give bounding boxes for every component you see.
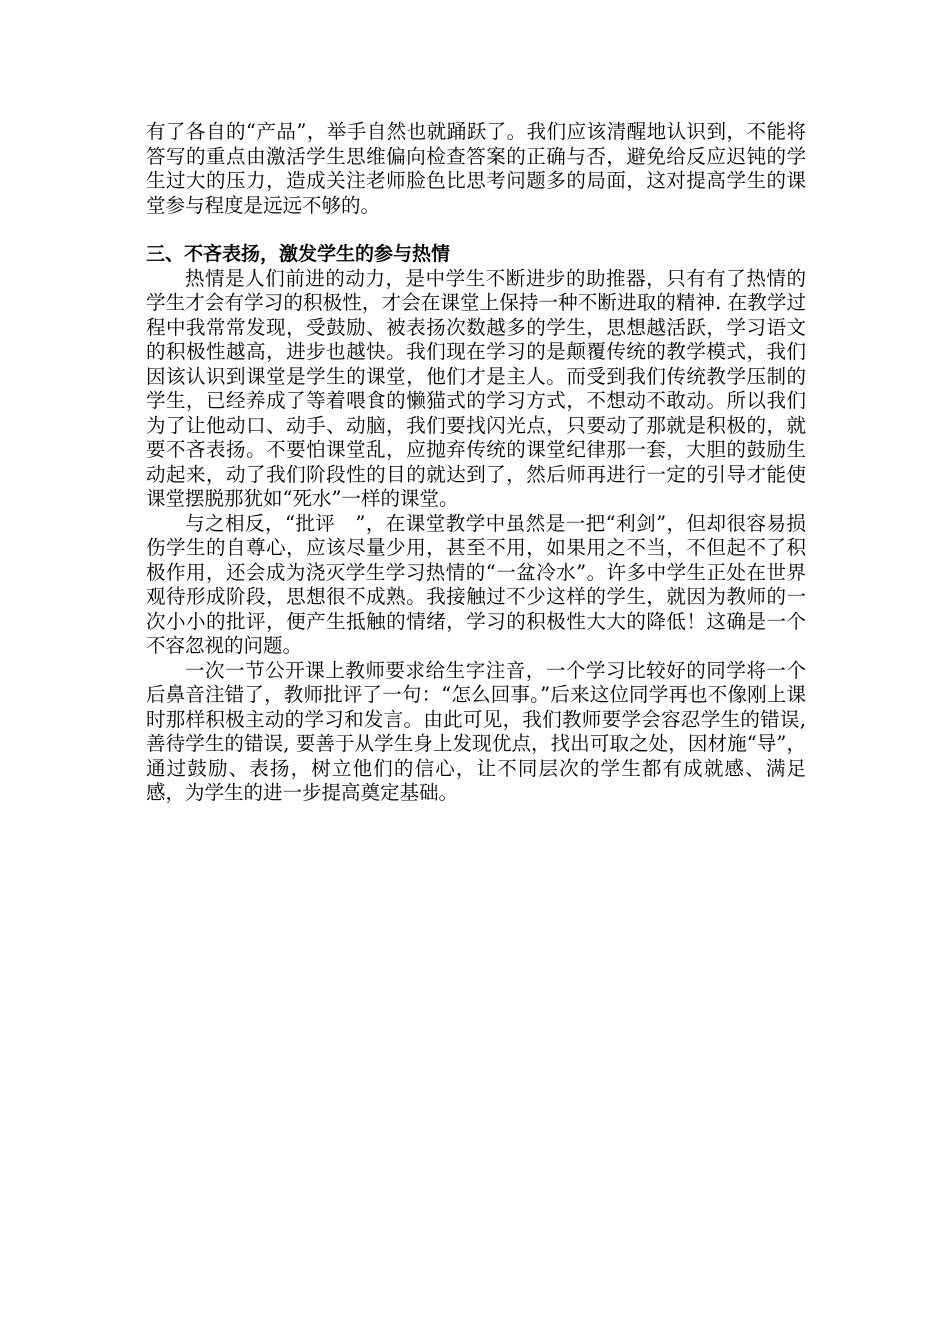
section-heading: 三、不吝表扬，激发学生的参与热情	[146, 243, 451, 265]
paragraph-enthusiasm: 热情是人们前进的动力，是中学生不断进步的助推器，只有有了热情的学生才会有学习的积极性，才会在课堂上保持一种不断进取的精神. 在教学过程中我常常发现，受鼓励、被表扬次数越多的学生，思想越活跃，学习语文的积极性越高，进步也越快。我们现在学习的是颠覆传统的教学模式，我们因该认识到课堂是学生的课堂，他们才是主人。而受到我们传统教学压制的学生，已经养成了等着喂食的懒猫式的学习方式，不想动不敢动。所以我们为了让他动口、动手、动脑，我们要找闪光点，只要动了那就是积极的，就要不吝表扬。不要怕课堂乱，应抛弃传统的课堂纪律那一套，大胆的鼓励生动起来，动了我们阶段性的目的就达到了，然后师再进行一定的引导才能使课堂摆脱那犹如“死水”一样的课堂。	[146, 266, 806, 510]
paragraph-criticism: 与之相反，“批评 ”，在课堂教学中虽然是一把“利剑”，但却很容易损伤学生的自尊心，应该尽量少用，甚至不用，如果用之不当，不但起不了积极作用，还会成为浇灭学生学习热情的“一盆冷水”。许多中学生正处在世界观待形成阶段，思想很不成熟。我接触过不少这样的学生，就因为教师的一次小小的批评，便产生抵触的情绪，学习的积极性大大的降低！这确是一个不容忽视的问题。	[146, 511, 806, 657]
paragraph-example: 一次一节公开课上教师要求给生字注音，一个学习比较好的同学将一个后鼻音注错了，教师批评了一句：“怎么回事。”后来这位同学再也不像刚上课时那样积极主动的学习和发言。由此可见，我们教师要学会容忍学生的错误, 善待学生的错误, 要善于从学生身上发现优点，找出可取之处，因材施“导”，通过鼓励、表扬，树立他们的信心，让不同层次的学生都有成就感、满足感，为学生的进一步提高奠定基础。	[146, 658, 806, 804]
paragraph-intro: 有了各自的“产品”，举手自然也就踊跃了。我们应该清醒地认识到，不能将答写的重点由激活学生思维偏向检查答案的正确与否，避免给反应迟钝的学生过大的压力，造成关注老师脸色比思考问题多的局面，这对提高学生的课堂参与程度是远远不够的。	[146, 120, 806, 217]
document-body	[146, 120, 806, 806]
